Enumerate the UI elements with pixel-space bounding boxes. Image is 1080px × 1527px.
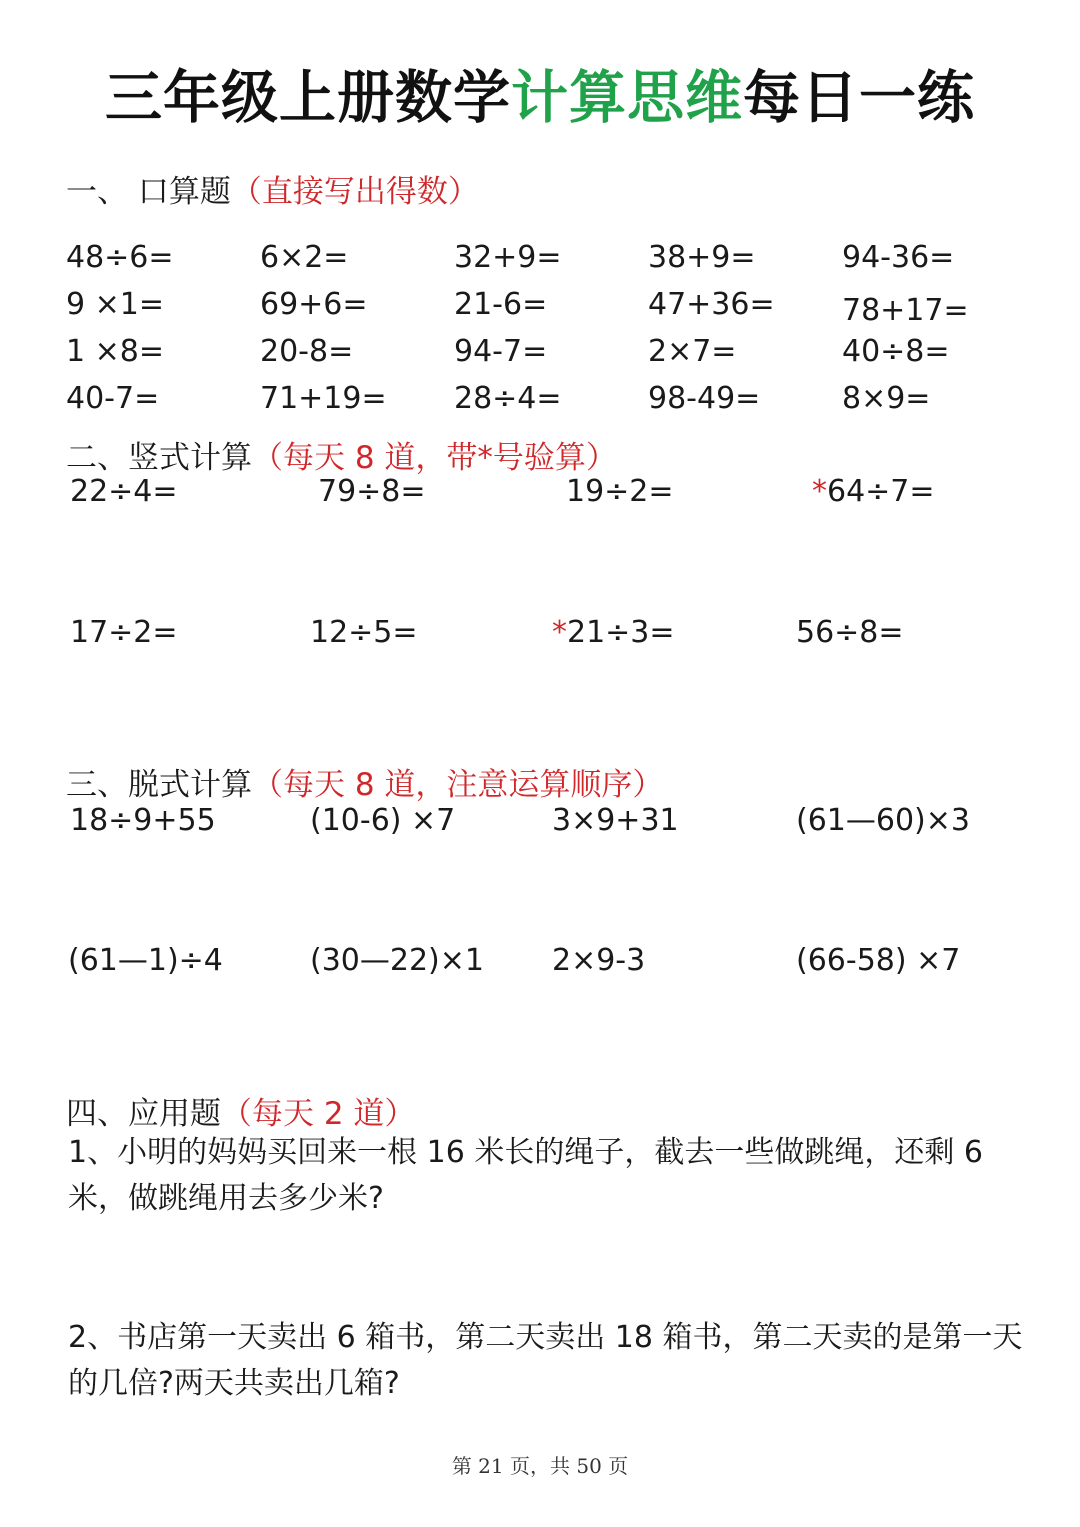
oral-q-2-4: 47+36= xyxy=(648,287,775,322)
oral-q-1-1: 48÷6= xyxy=(66,240,174,275)
oral-q-4-2: 71+19= xyxy=(260,381,387,416)
section3-note: （每天 8 道，注意运算顺序） xyxy=(252,767,664,803)
oral-q-3-4: 2×7= xyxy=(648,334,737,369)
title-part3: 每日一练 xyxy=(743,64,975,131)
oral-q-4-4: 98-49= xyxy=(648,381,761,416)
page-title xyxy=(0,52,1080,134)
oral-q-2-5: 78+17= xyxy=(842,293,969,328)
stepwise-calc-1: 18÷9+55 xyxy=(70,803,216,838)
section3-heading xyxy=(66,759,663,804)
oral-q-2-2: 69+6= xyxy=(260,287,368,322)
section4-note: （每天 2 道） xyxy=(221,1096,416,1132)
section1-heading-text: 一、 口算题 xyxy=(66,174,231,210)
section2-heading xyxy=(66,432,617,477)
oral-q-4-5: 8×9= xyxy=(842,381,931,416)
title-part1: 三年级上册数学 xyxy=(105,64,511,131)
vertical-calc-4: *64÷7= xyxy=(812,474,935,509)
section3-heading-text: 三、脱式计算 xyxy=(66,767,252,803)
section2-heading-text: 二、竖式计算 xyxy=(66,440,252,476)
section1-note: （直接写出得数） xyxy=(230,174,479,210)
vertical-calc-2: 79÷8= xyxy=(318,474,426,509)
stepwise-calc-7: 2×9-3 xyxy=(552,943,646,978)
stepwise-calc-2: (10-6) ×7 xyxy=(310,803,456,838)
vertical-calc-3: 19÷2= xyxy=(566,474,674,509)
vertical-calc-1: 22÷4= xyxy=(70,474,178,509)
page-number: 第 21 页，共 50 页 xyxy=(451,1454,629,1478)
word-problem-1: 1、小明的妈妈买回来一根 16 米长的绳子，截去一些做跳绳，还剩 6 米，做跳绳用去多少米? xyxy=(68,1135,983,1216)
oral-q-3-1: 1 ×8= xyxy=(66,334,164,369)
oral-q-1-2: 6×2= xyxy=(260,240,349,275)
oral-q-3-5: 40÷8= xyxy=(842,334,950,369)
stepwise-calc-5: (61—1)÷4 xyxy=(68,943,223,978)
section2-note: （每天 8 道，带*号验算） xyxy=(252,440,617,476)
oral-q-3-3: 94-7= xyxy=(454,334,548,369)
oral-q-1-4: 38+9= xyxy=(648,240,756,275)
vertical-calc-6: 12÷5= xyxy=(310,615,418,650)
oral-q-4-3: 28÷4= xyxy=(454,381,562,416)
oral-q-4-1: 40-7= xyxy=(66,381,160,416)
vertical-calc-5: 17÷2= xyxy=(70,615,178,650)
stepwise-calc-3: 3×9+31 xyxy=(552,803,679,838)
vertical-calc-8: 56÷8= xyxy=(796,615,904,650)
section4-heading xyxy=(66,1088,415,1133)
oral-q-3-2: 20-8= xyxy=(260,334,354,369)
section4-heading-text: 四、应用题 xyxy=(66,1096,221,1132)
oral-q-1-3: 32+9= xyxy=(454,240,562,275)
word-problem-2: 2、书店第一天卖出 6 箱书，第二天卖出 18 箱书，第二天卖的是第一天的几倍?两天共卖出几箱? xyxy=(68,1320,1023,1401)
oral-q-2-3: 21-6= xyxy=(454,287,548,322)
vertical-calc-7: *21÷3= xyxy=(552,615,675,650)
oral-q-2-1: 9 ×1= xyxy=(66,287,164,322)
title-highlight: 计算思维 xyxy=(511,64,743,131)
stepwise-calc-8: (66-58) ×7 xyxy=(796,943,961,978)
stepwise-calc-6: (30—22)×1 xyxy=(310,943,484,978)
oral-q-1-5: 94-36= xyxy=(842,240,955,275)
stepwise-calc-4: (61—60)×3 xyxy=(796,803,970,838)
section1-heading xyxy=(66,166,479,211)
